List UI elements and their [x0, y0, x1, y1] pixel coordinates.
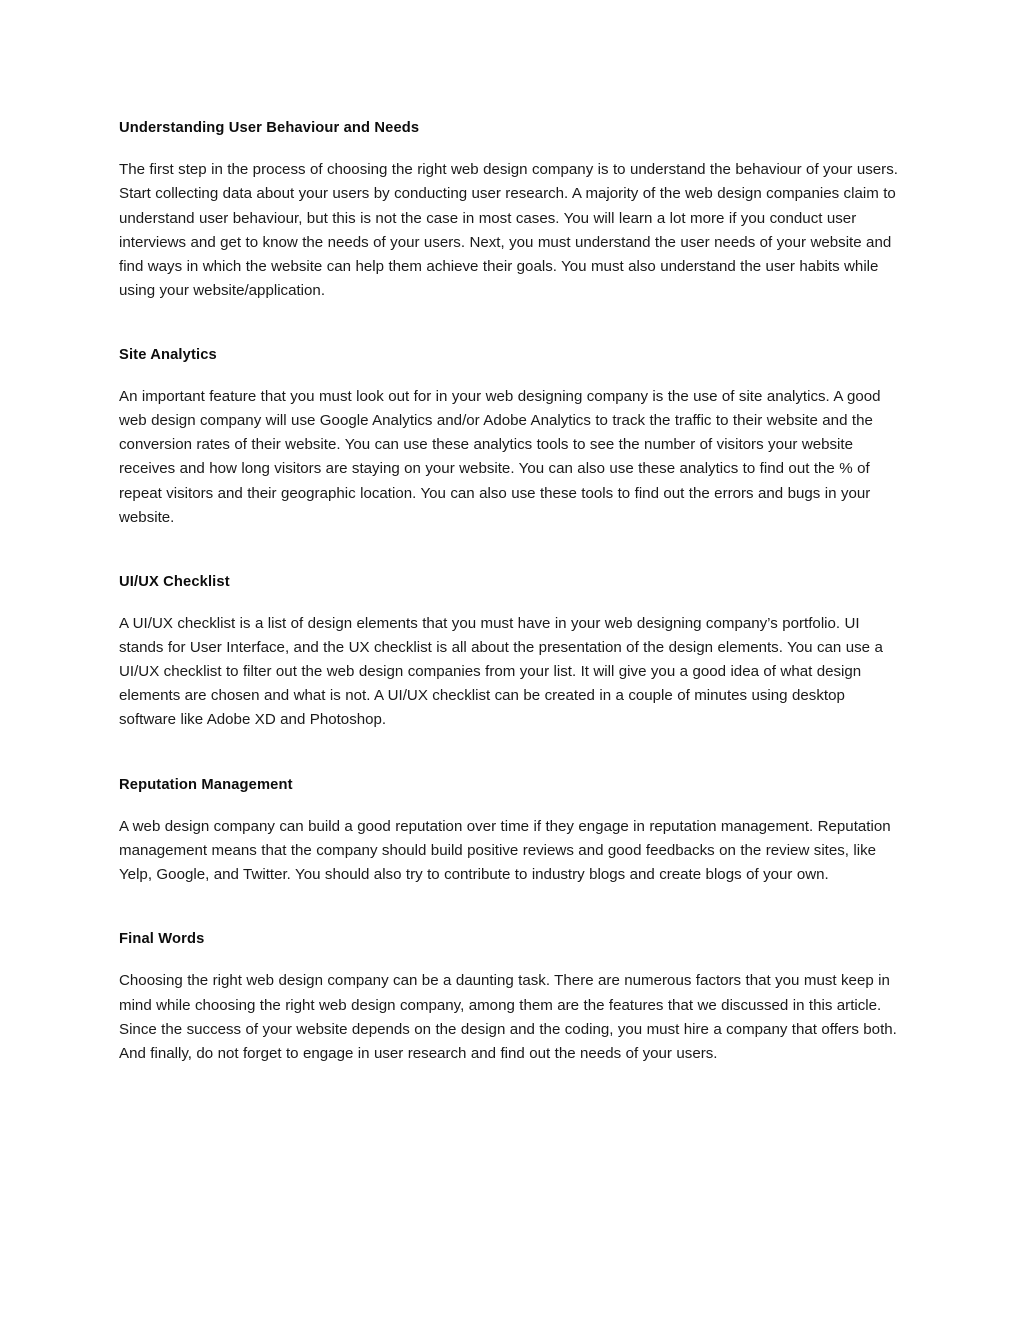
document-body [119, 118, 906, 1066]
section-paragraph: Choosing the right web design company can be a daunting task. There are numerous factors that you must keep in mind while choosing the right web design company, among them are the features that we discussed in this article. Since the success of your website depends on the design and the coding, you must hire a company that offers both. And finally, do not forget to engage in user research and find out the needs of your users. [119, 972, 897, 1062]
section-reputation-management [119, 775, 906, 888]
section-paragraph: A web design company can build a good reputation over time if they engage in reputation management. Reputation management means that the company should build positive reviews and good feedbacks on the review sites, like Yelp, Google, and Twitter. You should also try to contribute to industry blogs and create blogs of your own. [119, 817, 891, 884]
section-ui-ux-checklist [119, 572, 906, 733]
section-heading: Reputation Management [119, 776, 293, 793]
section-understanding-user-behaviour-and-needs [119, 118, 906, 303]
section-heading: Final Words [119, 931, 205, 948]
section-paragraph: The first step in the process of choosing the right web design company is to understand the behaviour of your users. Start collecting data about your users by conducting user research. A majority of the web design companies claim to understand user behaviour, but this is not the case in most cases. You will learn a lot more if you conduct user interviews and get to know the needs of your users. Next, you must understand the user needs of your website and find ways in which the website can help them achieve their goals. You must also understand the user habits while using your website/application. [119, 161, 898, 299]
section-paragraph: An important feature that you must look out for in your web designing company is the use of site analytics. A good web design company will use Google Analytics and/or Adobe Analytics to track the traffic to their website and the conversion rates of their website. You can use these analytics tools to see the number of visitors your website receives and how long visitors are staying on your website. You can also use these analytics to find out the % of repeat visitors and their geographic location. You can also use these tools to find out the errors and bugs in your website. [119, 388, 881, 526]
section-heading: Understanding User Behaviour and Needs [119, 120, 420, 136]
section-heading: UI/UX Checklist [119, 573, 230, 590]
section-heading: Site Analytics [119, 346, 217, 363]
section-final-words [119, 929, 906, 1066]
section-site-analytics [119, 345, 906, 530]
section-paragraph: A UI/UX checklist is a list of design elements that you must have in your web designing company’s portfolio. UI stands for User Interface, and the UX checklist is all about the presentation of the design elements. You can use a UI/UX checklist to filter out the web design companies from your list. It will give you a good idea of what design elements are chosen and what is not. A UI/UX checklist can be created in a couple of minutes using desktop software like Adobe XD and Photoshop. [119, 615, 883, 729]
